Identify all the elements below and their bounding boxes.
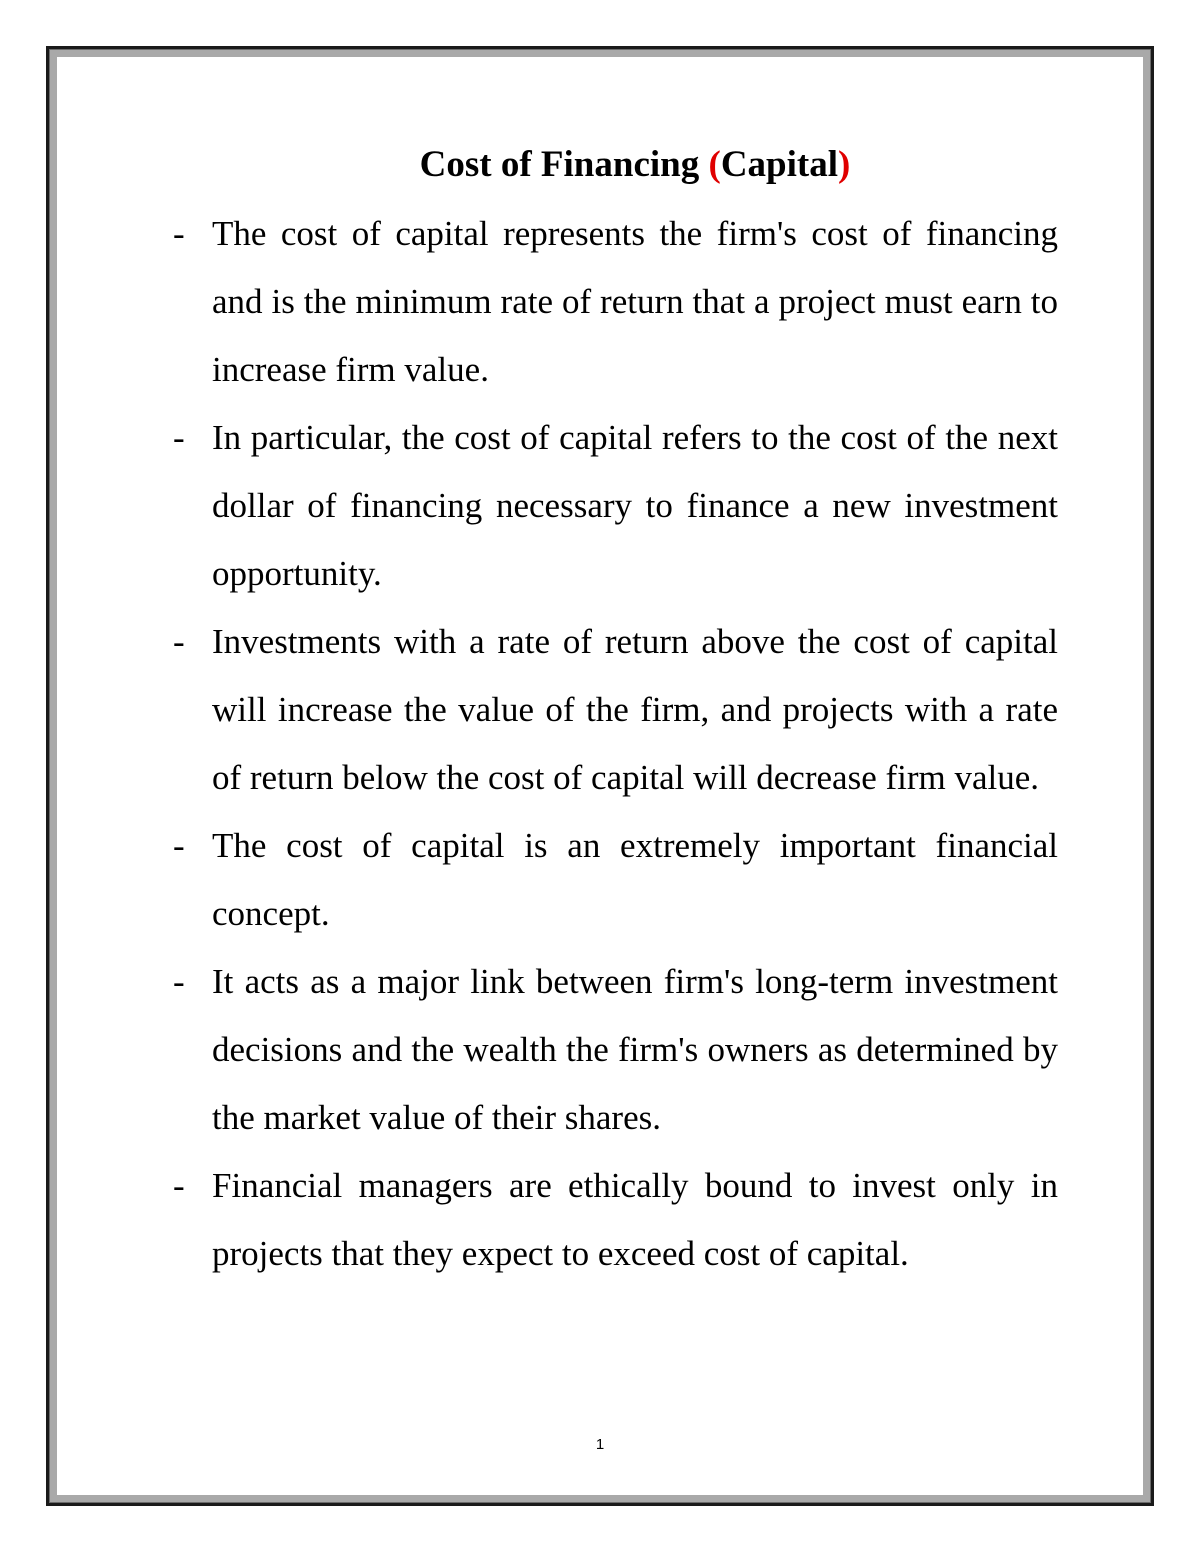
title-paren-open: ( [708, 144, 721, 185]
bullet-text: Investments with a rate of return above the cost of capital will increase the value of the firm, and projects with a rate of return below the cost of capital will decrease firm value. [212, 622, 1058, 797]
bullet-list [173, 200, 1058, 1288]
bullet-item [173, 948, 1058, 1152]
title-main: Cost of Financing [419, 144, 709, 185]
page-number: 1 [595, 1436, 605, 1453]
bullet-item [173, 812, 1058, 948]
bullet-text: It acts as a major link between firm's long-term investment decisions and the wealth the firm's owners as determined by the market value of their shares. [212, 962, 1058, 1137]
bullet-text: In particular, the cost of capital refers to the cost of the next dollar of financing necessary to finance a new investment opportunity. [212, 418, 1058, 593]
bullet-marker: - [173, 418, 185, 457]
bullet-text: The cost of capital represents the firm's cost of financing and is the minimum rate of return that a project must earn to increase firm value. [212, 214, 1058, 389]
bullet-text: Financial managers are ethically bound to invest only in projects that they expect to exceed cost of capital. [212, 1166, 1058, 1273]
bullet-marker: - [173, 962, 185, 1001]
bullet-text: The cost of capital is an extremely important financial concept. [212, 826, 1058, 933]
page-title [0, 140, 1200, 190]
title-paren-close: ) [838, 144, 851, 185]
bullet-marker: - [173, 1166, 185, 1205]
bullet-item [173, 200, 1058, 404]
bullet-marker: - [173, 214, 185, 253]
bullet-marker: - [173, 826, 185, 865]
bullet-item [173, 1152, 1058, 1288]
bullet-item [173, 608, 1058, 812]
bullet-item [173, 404, 1058, 608]
title-paren-word: Capital [720, 144, 838, 185]
bullet-marker: - [173, 622, 185, 661]
